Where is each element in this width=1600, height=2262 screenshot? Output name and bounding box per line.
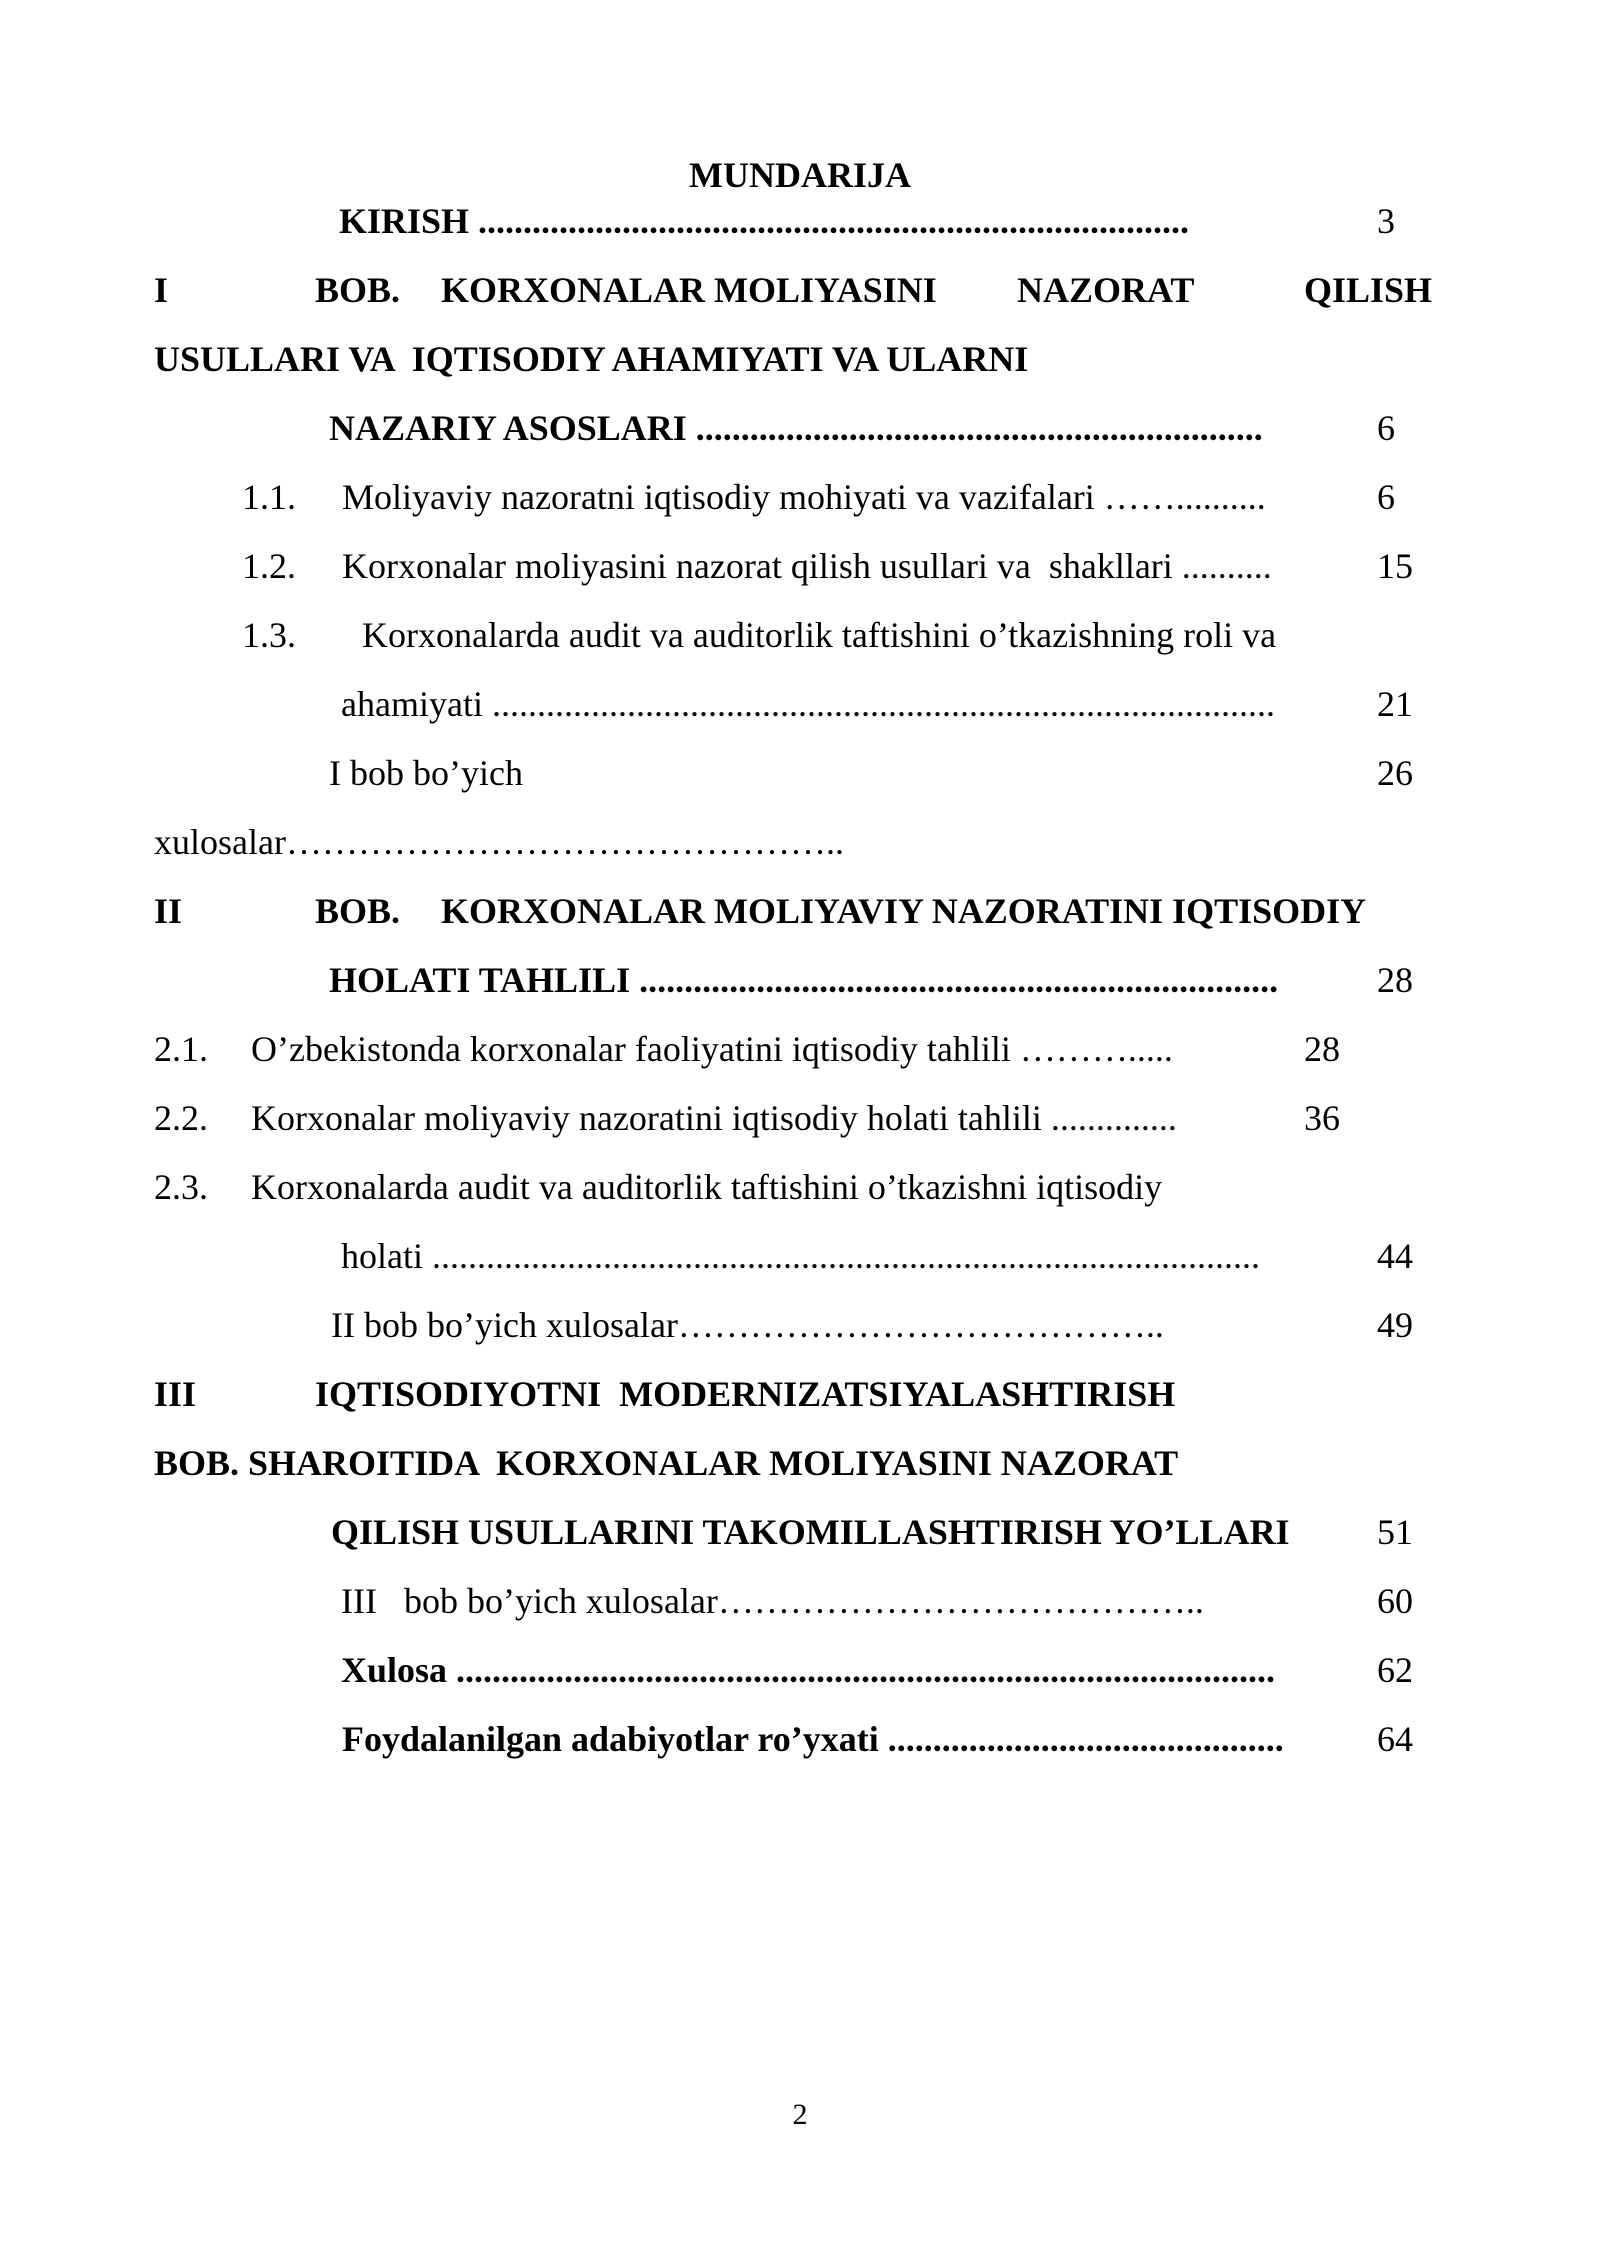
ch1-conclusion-cont: xulosalar……………………………………….. xyxy=(154,822,844,862)
ch2-title-line2: HOLATI TAHLILI ....................................................................... xyxy=(329,960,1279,1000)
sec-2-1-page: 28 xyxy=(1304,1029,1340,1069)
ch1-page: 6 xyxy=(1377,408,1395,448)
ch1-bob: BOB. xyxy=(315,270,401,310)
ch2-bob: BOB. xyxy=(315,891,401,931)
ch3-conclusion-page: 60 xyxy=(1377,1581,1413,1621)
ch2-conclusion-page: 49 xyxy=(1377,1305,1413,1345)
ch3-title-line3: QILISH USULLARINI TAKOMILLASHTIRISH YO’LLARI xyxy=(331,1512,1290,1552)
ch3-page: 51 xyxy=(1377,1512,1413,1552)
sec-2-2-number: 2.2. xyxy=(154,1098,208,1138)
sec-1-3-text: Korxonalarda audit va auditorlik taftishini o’tkazishning roli va xyxy=(362,615,1277,655)
page-number: 2 xyxy=(792,2098,808,2131)
ch1-conclusion-page: 26 xyxy=(1377,753,1413,793)
sec-2-3-number: 2.3. xyxy=(154,1167,208,1207)
sec-1-2-text: Korxonalar moliyasini nazorat qilish usullari va shakllari .......... xyxy=(342,546,1272,586)
ch1-title-word3: QILISH xyxy=(1304,270,1433,310)
sec-2-3-cont: holati ............................................................................................ xyxy=(341,1236,1260,1276)
ch2-conclusion-text: II bob bo’yich xulosalar………………………………….. xyxy=(331,1305,1164,1345)
references-page: 64 xyxy=(1377,1719,1413,1759)
sec-1-3-number: 1.3. xyxy=(242,615,296,655)
sec-2-1-number: 2.1. xyxy=(154,1029,208,1069)
sec-1-3-page: 21 xyxy=(1377,684,1413,724)
sec-2-2-text: Korxonalar moliyaviy nazoratini iqtisodiy holati tahlili .............. xyxy=(251,1098,1177,1138)
sec-1-2-number: 1.2. xyxy=(242,546,296,586)
sec-1-1-number: 1.1. xyxy=(242,477,296,517)
ch1-number: I xyxy=(154,270,169,310)
sec-1-3-cont: ahamiyati ....................................................................................... xyxy=(341,684,1275,724)
toc-title: MUNDARIJA xyxy=(689,155,911,195)
ch3-number: III xyxy=(154,1374,197,1414)
xulosa-page: 62 xyxy=(1377,1650,1413,1690)
sec-2-1-text: O’zbekistonda korxonalar faoliyatini iqtisodiy tahlili ………..... xyxy=(251,1029,1173,1069)
ch1-title-line2: USULLARI VA IQTISODIY AHAMIYATI VA ULARNI xyxy=(154,339,1029,379)
sec-2-2-page: 36 xyxy=(1304,1098,1340,1138)
ch3-conclusion-text: III bob bo’yich xulosalar………………………………….. xyxy=(341,1581,1204,1621)
sec-1-1-text: Moliyaviy nazoratni iqtisodiy mohiyati va vazifalari …….......... xyxy=(342,477,1266,517)
intro-dots: ............................................................................... xyxy=(469,201,1190,241)
toc-intro-label xyxy=(339,199,1189,243)
ch1-conclusion-text: I bob bo’yich xyxy=(329,753,523,793)
references-text: Foydalanilgan adabiyotlar ro’yxati ............................................ xyxy=(342,1719,1284,1759)
ch1-title-word2: NAZORAT xyxy=(1017,270,1195,310)
toc-intro-page: 3 xyxy=(1377,201,1395,241)
sec-2-3-text: Korxonalarda audit va auditorlik taftishini o’tkazishni iqtisodiy xyxy=(251,1167,1163,1207)
ch3-title-line2: BOB. SHAROITIDA KORXONALAR MOLIYASINI NAZORAT xyxy=(154,1443,1179,1483)
sec-2-3-page: 44 xyxy=(1377,1236,1413,1276)
ch1-title-word1: KORXONALAR MOLIYASINI xyxy=(441,270,937,310)
ch2-number: II xyxy=(154,891,183,931)
ch2-page: 28 xyxy=(1377,960,1413,1000)
ch1-title-line3: NAZARIY ASOSLARI ............................................................... xyxy=(329,408,1263,448)
ch2-title-line1: KORXONALAR MOLIYAVIY NAZORATINI IQTISODIY xyxy=(441,891,1367,931)
intro-label: KIRISH xyxy=(339,201,470,241)
sec-1-1-page: 6 xyxy=(1377,477,1395,517)
ch3-title-line1: IQTISODIYOTNI MODERNIZATSIYALASHTIRISH xyxy=(315,1374,1176,1414)
xulosa-text: Xulosa ........................................................................................... xyxy=(341,1650,1276,1690)
sec-1-2-page: 15 xyxy=(1377,546,1413,586)
